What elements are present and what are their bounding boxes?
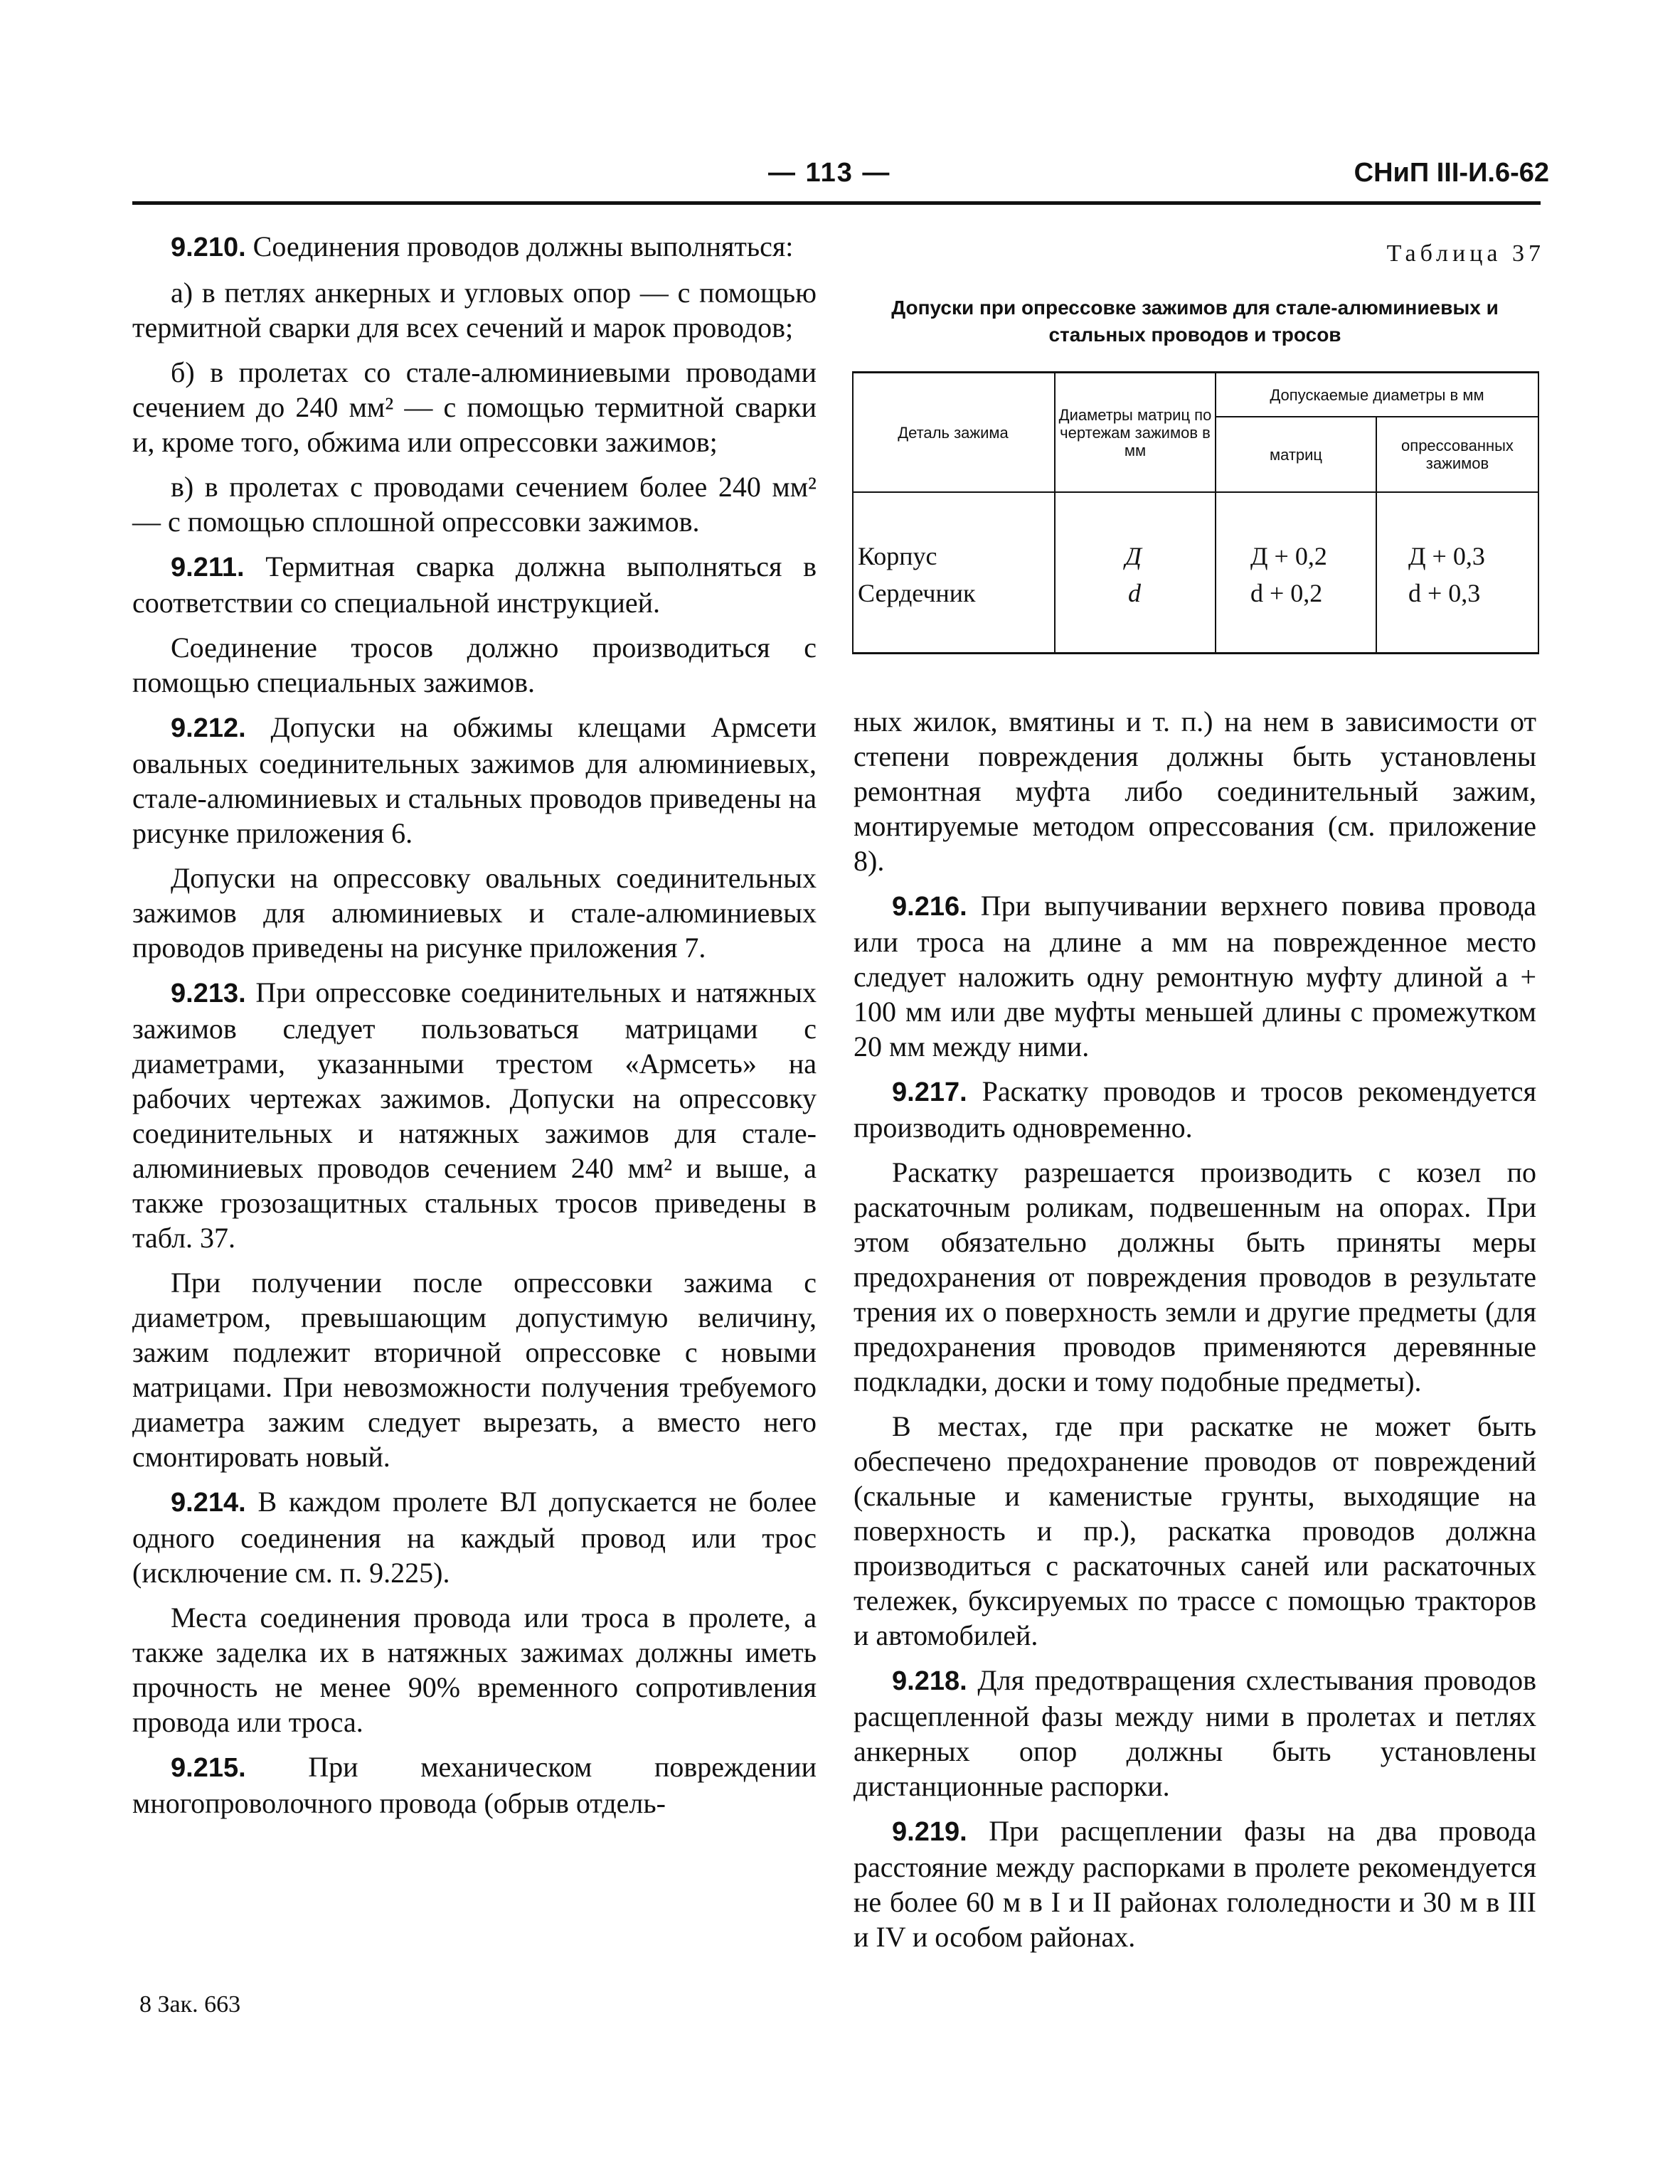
paragraph: 9.212. Допуски на обжимы клещами Армсети овальных соединительных зажимов для алюминиевых, стале-алюминиевых и стальных проводов приведены на рисунке приложения 6. — [132, 711, 817, 849]
page-number: — 113 — — [768, 158, 891, 188]
right-column — [854, 704, 1536, 1964]
row-matrix: Д + 0,2 — [1250, 542, 1327, 570]
paragraph: 9.217. Раскатку проводов и тросов рекомендуется производить одновременно. — [854, 1075, 1536, 1144]
paragraph: в) в пролетах с проводами сечением более 240 мм² — с помощью сплошной опрессовки зажимов. — [132, 471, 817, 538]
header-drawing: Диаметры матриц по чертежам зажимов в мм — [1058, 405, 1212, 459]
header-matrix: матриц — [1269, 445, 1323, 464]
table-caption: Допуски при опрессовке зажимов для стале-алюминиевых и стальных проводов и тросов — [891, 297, 1499, 346]
paragraph: 9.213. При опрессовке соединительных и натяжных зажимов следует пользоваться матрицами с диаметрами, указанными трестом «Армсеть» на рабочих чертежах зажимов. Допуски на опрессовку соединительных и натяжных зажимов для стале-алюминиевых проводов сечением 240 мм² и выше, а также грозозащитных стальных тросов приведены в табл. 37. — [132, 976, 817, 1254]
paragraph: 9.219. При расщеплении фазы на два провода расстояние между распорками в пролете рекомендуется не более 60 м в I и II районах гололедности и 30 м в III и IV и особом районах. — [854, 1815, 1537, 1953]
row-matrix: d + 0,2 — [1250, 579, 1323, 607]
row-drawing: Д — [1125, 542, 1142, 570]
table-border — [1538, 373, 1539, 652]
row-pressed: Д + 0,3 — [1408, 542, 1485, 570]
row-drawing: d — [1128, 579, 1141, 607]
paragraph: Допуски на опрессовку овальных соединительных зажимов для алюминиевых и стале-алюминиевых проводов приведены на рисунке приложения 7. — [132, 862, 817, 964]
paragraph: В местах, где при раскатке не может быть обеспечено предохранение проводов от повреждений (скальные и каменистые грунты, выходящие на поверхность и пр.), раскатка проводов должна производиться с раскаточных саней или раскаточных тележек, буксируемых по трассе с помощью тракторов и автомобилей. — [854, 1410, 1536, 1651]
paragraph: Места соединения провода или троса в пролете, а также заделка их в натяжных зажимах должны иметь прочность не менее 90% временного сопротивления провода или троса. — [132, 1602, 817, 1738]
paragraph: ных жилок, вмятины и т. п.) на нем в зависимости от степени повреждения должны быть установлены ремонтная муфта либо соединительный зажим, монтируемые методом опрессования (см. приложение 8). — [854, 705, 1536, 877]
paragraph: 9.211. Термитная сварка должна выполняться в соответствии со специальной инструкцией. — [132, 550, 817, 619]
left-column — [132, 229, 817, 1831]
row-part: Корпус — [858, 542, 937, 570]
table-label: Таблица 37 — [1386, 240, 1545, 267]
header-allowed: Допускаемые диаметры в мм — [1270, 385, 1484, 404]
paragraph: б) в пролетах со стале-алюминиевыми проводами сечением до 240 мм² — с помощью термитной сварки и, кроме того, обжима или опрессовки зажимов; — [132, 356, 817, 458]
paragraph: Раскатку разрешается производить с козел по раскаточным роликам, подвешенным на опорах. При этом обязательно должны быть приняты меры предохранения от повреждения проводов в результате трения их о поверхность земли и другие предметы (для предохранения проводов применяются деревянные подкладки, доски и тому подобные предметы). — [854, 1156, 1536, 1397]
footnote: 8 Зак. 663 — [139, 1991, 241, 2018]
paragraph: 9.216. При выпучивании верхнего повива провода или троса на длине а мм на поврежденное место следует наложить одну ремонтную муфту длиной а + 100 мм или две муфты меньшей длины с промежутком 20 мм между ними. — [854, 890, 1537, 1062]
paragraph: 9.214. В каждом пролете ВЛ допускается не более одного соединения на каждый провод или трос (исключение см. п. 9.225). — [132, 1486, 817, 1589]
tolerance-table — [852, 371, 1539, 654]
paragraph: 9.218. Для предотвращения схлестывания проводов расщепленной фазы между ними в пролетах и петлях анкерных опор должны быть установлены дистанционные распорки. — [854, 1664, 1536, 1802]
row-pressed: d + 0,3 — [1408, 579, 1481, 607]
paragraph: Соединение тросов должно производиться с помощью специальных зажимов. — [132, 632, 817, 698]
document-code: СНиП III-И.6-62 — [1354, 158, 1549, 188]
header-rule — [132, 201, 1541, 205]
table-divider — [852, 491, 1539, 493]
paragraph: При получении после опрессовки зажима с диаметром, превышающим допустимую величину, зажим подлежит вторичной опрессовке с новыми матрицами. При невозможности получения требуемого диаметра зажим следует вырезать, а вместо него смонтировать новый. — [132, 1267, 817, 1473]
header-pressed: опрессованных зажимов — [1401, 437, 1514, 472]
paragraph: 9.210. Соединения проводов должны выполняться: — [171, 230, 794, 262]
paragraph: а) в петлях анкерных и угловых опор — с помощью термитной сварки для всех сечений и марок проводов; — [132, 277, 817, 343]
header-part: Деталь зажима — [898, 423, 1009, 442]
row-part: Сердечник — [858, 579, 976, 607]
paragraph: 9.215. При механическом повреждении многопроволочного провода (обрыв отдель- — [132, 1751, 817, 1819]
